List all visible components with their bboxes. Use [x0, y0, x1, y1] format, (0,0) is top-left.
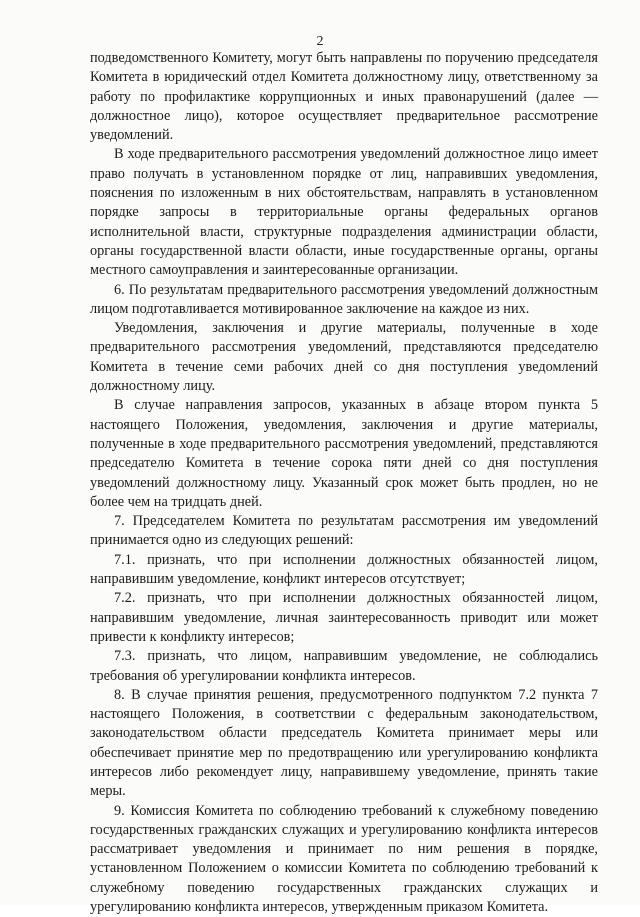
paragraph-item-7-3: 7.3. признать, что лицом, направившим уведомление, не соблюдались требования об урегулировании конфликта интересов. [90, 648, 598, 684]
paragraph-item-7: 7. Председателем Комитета по результатам рассмотрения им уведомлений принимается одно из следующих решений: [90, 513, 598, 549]
paragraph-item-6: 6. По результатам предварительного рассмотрения уведомлений должностным лицом подготавливается мотивированное заключение на каждое из них. [90, 281, 598, 317]
paragraph: Уведомления, заключения и другие материалы, полученные в ходе предварительного рассмотрения уведомлений, представляются председателю Комитета в течение семи рабочих дней со дня поступления уведомлений должностному лицу. [90, 320, 598, 395]
document-body [90, 49, 598, 917]
paragraph-continuation: подведомственного Комитету, могут быть направлены по поручению председателя Комитета в юридический отдел Комитета должностному лицу, ответственному за работу по профилактике коррупционных и иных правонарушений (далее — должностное лицо), которое осуществляет предварительное рассмотрение уведомлений. [90, 50, 598, 144]
paragraph: В случае направления запросов, указанных в абзаце втором пункта 5 настоящего Положения, уведомления, заключения и другие материалы, полученные в ходе предварительного рассмотрения уведомлений, представляются председателю Комитета в течение сорока пяти дней со дня поступления уведомлений должностному лицу. Указанный срок может быть продлен, но не более чем на тридцать дней. [90, 397, 598, 510]
paragraph-item-7-1: 7.1. признать, что при исполнении должностных обязанностей лицом, направившим уведомление, конфликт интересов отсутствует; [90, 551, 598, 588]
paragraph: В ходе предварительного рассмотрения уведомлений должностное лицо имеет право получать в установленном порядке от лиц, направивших уведомления, пояснения по изложенным в них обстоятельствам, направлять в установленном порядке запросы в территориальные органы федеральных органов исполнительной власти, структурные подразделения администрации области, органы государственной власти области, иные государственные органы, органы местного самоуправления и заинтересованные организации. [90, 146, 598, 279]
paragraph-item-9: 9. Комиссия Комитета по соблюдению требований к служебному поведению государственных гражданских служащих и урегулированию конфликта интересов рассматривает уведомления и принимает по ним решения в порядке, установленном Положением о комиссии Комитета по соблюдению требований к служебному поведению государственных гражданских служащих и урегулированию конфликта интересов, утвержденным приказом Комитета. [90, 802, 598, 916]
page-number: 2 [316, 34, 324, 49]
paragraph-item-8: 8. В случае принятия решения, предусмотренного подпунктом 7.2 пункта 7 настоящего Положения, в соответствии с федеральным законодательством, законодательством области председатель Комитета принимает меры или обеспечивает принятие мер по предотвращению или урегулированию конфликта интересов либо рекомендует лицу, направившему уведомление, принять такие меры. [90, 686, 598, 800]
paragraph-item-7-2: 7.2. признать, что при исполнении должностных обязанностей лицом, направившим уведомление, личная заинтересованность приводит или может привести к конфликту интересов; [90, 590, 598, 645]
